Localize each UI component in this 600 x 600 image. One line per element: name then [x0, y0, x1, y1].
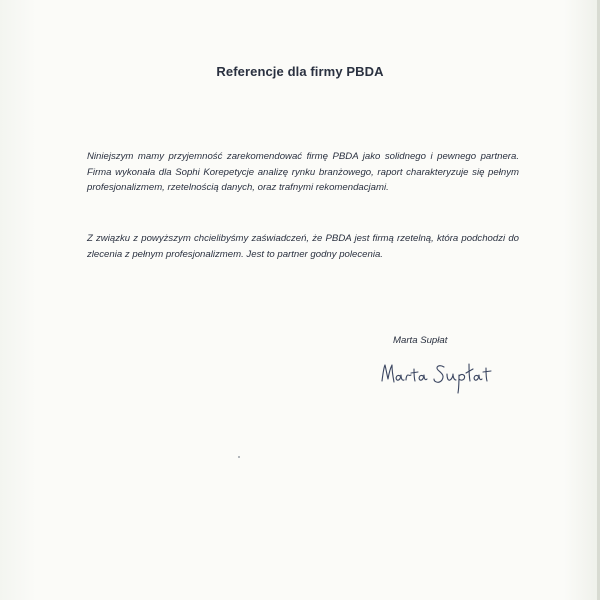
- signer-name: Marta Supłat: [393, 335, 448, 346]
- paragraph-recommendation: Niniejszym mamy przyjemność zarekomendować firmę PBDA jako solidnego i pewnego partnera. Firma wykonała dla Sophi Korepetycje analizę rynku branżowego, raport charakteryzuje się pełnym profesjonalizmem, rzetelnością danych, oraz trafnymi rekomendacjami.: [87, 151, 519, 194]
- document-title: Referencje dla firmy PBDA: [216, 64, 384, 79]
- handwritten-signature: [376, 355, 496, 400]
- scan-speck: [238, 456, 240, 458]
- paragraph-conclusion: Z związku z powyższym chcielibyśmy zaświadczeń, że PBDA jest firmą rzetelną, która podchodzi do zlecenia z pełnym profesjonalizmem. Jest to partner godny polecenia.: [87, 233, 519, 260]
